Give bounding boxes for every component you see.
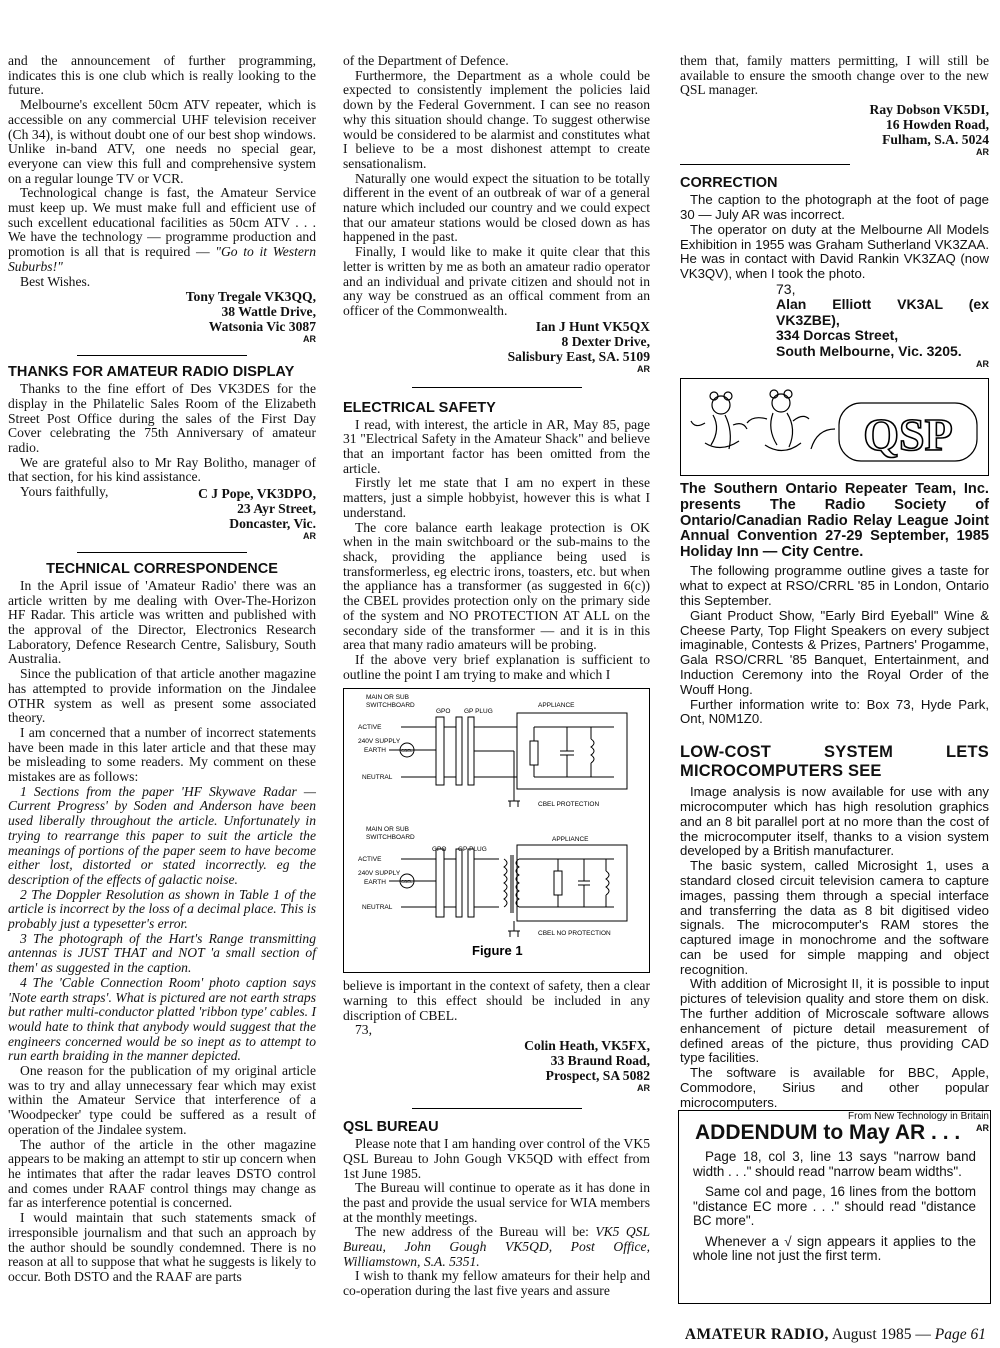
paragraph: Giant Product Show, "Early Bird Eyeball" Wine & Cheese Party, Top Flight Speakers on every subject imaginable, Contests & Prizes, Partners' Progamme, Gala RSO/CRRL '85 Banquet, Entertainment, and Induction Ceremony into the Royal Order of the Wouff Hong. xyxy=(680,607,989,697)
label-cbel: CBEL xyxy=(401,748,413,754)
divider xyxy=(77,552,247,553)
paragraph: of the Department of Defence. xyxy=(343,53,509,68)
ar-mark: AR xyxy=(303,530,316,541)
paragraph: The Bureau will continue to operate as it has done in the past and provide the usual service for WIA members at the monthly meetings. xyxy=(343,1180,650,1225)
paragraph: Since the publication of that article another magazine has attempted to provide information on the Jindalee OTHR system as well as present some associated theory. xyxy=(8,666,316,726)
label-gpo: GPO xyxy=(432,846,447,854)
ar-mark: AR xyxy=(637,363,650,374)
paragraph: In the April issue of 'Amateur Radio' there was an article written by me dealing with Over-The-Horizon HF Radar. This article was written and published with the approval of the Director, Electronics Research Laboratory, Defence Research Centre, Salisbury, South Australia. xyxy=(8,577,316,667)
label-cbel-protection: CBEL PROTECTION xyxy=(538,801,600,809)
paragraph: Same col and page, 16 lines from the bottom "distance EC more . . ." should read "distance BC more". xyxy=(693,1184,976,1228)
qsp-text xyxy=(680,564,989,727)
paragraph: The basic system, called Microsight 1, uses a standard closed circuit television camera to capture images, passing them through a special interface and transferring the data as 8 bit digitised video signals. The microcomputer's RAM stores the captured image in monochrome and the software can be used for simple mapping and object recognition. xyxy=(680,858,989,977)
paragraph: 1 Sections from the paper 'HF Skywave Radar — Current Progress' by Soden and Anderson have been used liberally throughout the article. Unfortunately in trying to rearrange this paper to suit the article the meanings of portions of the paper seem to have become either lost, distorted or stated incorrectly. eg the description of the effects of galactic noise. xyxy=(8,783,316,887)
label-neutral: NEUTRAL xyxy=(362,774,393,782)
column-2 xyxy=(343,54,650,1299)
paragraph: Furthermore, the Department as a whole could be expected to consistently implement the policies laid down by the Federal Government. I can see no reason why this situation should change. To suggest otherwise would be considered to be alarmist and constitutes what I believe to be a most dishonest attempt to create sensationalism. xyxy=(343,67,650,171)
paragraph: them that, family matters permitting, I will still be available to ensure the smooth change over to the new QSL manager. xyxy=(680,53,989,98)
paragraph: Technological change is fast, the Amateur Service must keep up. We must make full and efficient use of such excellent educational facilities as 50cm ATV . . . We have the technology — programme production and promotion is all that is required — "Go to it Western Suburbs!" xyxy=(8,185,316,274)
paragraph: Please note that I am handing over control of the VK5 QSL Bureau to John Gough VK5QD with effect from 1st June 1985. xyxy=(343,1136,650,1181)
label-supply: 240V SUPPLY xyxy=(358,870,401,878)
qsp-cartoon xyxy=(681,379,987,473)
paragraph: 73, xyxy=(355,1022,372,1038)
paragraph: Yours faithfully, xyxy=(20,484,109,500)
paragraph: I wish to thank my fellow amateurs for their help and co-operation during the last five years and assure xyxy=(343,1268,650,1299)
label-switchboard: SWITCHBOARD xyxy=(366,702,415,710)
divider xyxy=(77,355,247,356)
page-footer xyxy=(685,1326,986,1344)
heading-electrical-safety: ELECTRICAL SAFETY xyxy=(343,399,496,416)
signature: 73, Alan Elliott VK3AL (ex VK3ZBE), 334 Dorcas Street, South Melbourne, Vic. 3205. xyxy=(776,280,989,359)
heading-thanks: THANKS FOR AMATEUR RADIO DISPLAY xyxy=(8,364,295,381)
paragraph: I am concerned that a number of incorrect statements have been made in this later article and that these may be misleading to some readers. My comment on these mistakes are as follows: xyxy=(8,724,316,785)
paragraph: If the above very brief explanation is sufficient to outline the point I am trying to make and which I xyxy=(343,651,650,682)
paragraph: The operator on duty at the Melbourne All Models Exhibition in 1955 was Graham Sutherland VK3ZAA. He was in contact with David Rankin VK3ZAQ (now VK3QV), when I took the photo. xyxy=(680,221,989,282)
paragraph: I read, with interest, the article in AR, May 85, page 31 "Electrical Safety in the Amateur Shack" and believe that an important factor has been omitted from the article. xyxy=(343,416,650,476)
addendum-box xyxy=(678,1110,991,1304)
label-gp-plug: GP PLUG xyxy=(458,846,487,854)
label-neutral: NEUTRAL xyxy=(362,904,393,912)
heading-technical: TECHNICAL CORRESPONDENCE xyxy=(46,560,278,577)
paragraph: The software is available for BBC, Apple, Commodore, Sirius and other popular microcomputers. xyxy=(680,1065,989,1110)
magazine-name: AMATEUR RADIO, xyxy=(684,1326,829,1343)
paragraph: Firstly let me state that I am no expert in these matters, just a simple hobbyist, however this is what I understand. xyxy=(343,475,650,520)
paragraph: Page 18, col 3, line 13 says "narrow band width . . ." should read "narrow beam widths". xyxy=(693,1149,976,1179)
paragraph: Naturally one would expect the situation to be totally different in the event of an outbreak of war of a general nature which included our country and we could expect that our amateur stations would be closed down as has happened in the past. xyxy=(343,170,650,245)
paragraph: Whenever a √ sign appears it applies to the whole line not just the first term. xyxy=(693,1233,976,1263)
qsp-headline: The Southern Ontario Repeater Team, Inc. presents The Radio Society of Ontario/Canadian Radio Relay League Joint Annual Convention 27-29 September, 1985 Holiday Inn — City Centre. xyxy=(680,481,989,560)
ar-mark: AR xyxy=(976,1122,989,1133)
label-active: ACTIVE xyxy=(358,724,382,732)
label-cbel: CBEL xyxy=(401,879,413,885)
paragraph: The new address of the Bureau will be: VK5 QSL Bureau, John Gough VK5QD, Post Office, Williamstown, S.A. 5351. xyxy=(343,1224,651,1269)
qsp-logo: QSP xyxy=(863,409,953,461)
paragraph: 3 The photograph of the Hart's Range transmitting antennas is JUST THAT and NOT 'a small section of them' as suggested in the caption. xyxy=(8,930,316,976)
paragraph: Thanks to the fine effort of Des VK3DES for the display in the Philatelic Sales Room of the Elizabeth Street Post Office during the sales of the First Day Cover celebrating the 75th Anniversary of amateur radio. xyxy=(8,381,316,456)
ar-mark: AR xyxy=(637,1083,650,1094)
label-switchboard: SWITCHBOARD xyxy=(366,834,415,842)
paragraph: The caption to the photograph at the foot of page 30 — July AR was incorrect. xyxy=(680,192,989,222)
paragraph: believe is important in the context of safety, then a clear warning to this effect should be included in any discription of CBEL. xyxy=(343,978,650,1023)
ar-mark: AR xyxy=(303,334,316,345)
column-1 xyxy=(8,54,316,1285)
source-credit: From New Technology in Britain xyxy=(848,1110,989,1122)
label-appliance: APPLIANCE xyxy=(552,836,589,844)
paragraph: The author of the article in the other magazine appears to be making an attempt to stir up concern when he intimates that after the radar leaves DSTO control and comes under RAAF control things may change as far as interference potential is concerned. xyxy=(8,1136,316,1211)
label-switchboard: MAIN OR SUB xyxy=(366,826,409,834)
paragraph: We are grateful also to Mr Ray Bolitho, manager of that section, for his kind assistance. xyxy=(8,454,316,485)
paragraph: Best Wishes. xyxy=(20,273,91,289)
label-gpo: GPO xyxy=(436,708,451,716)
qsp-banner xyxy=(680,378,989,476)
paragraph: Finally, I would like to make it quite clear that this letter is written by me as both an amateur radio operator and an individual and private citizen and should not in any way be construed as an offical comment from an officer of the Commonwealth. xyxy=(343,244,650,318)
label-gp-plug: GP PLUG xyxy=(464,708,493,716)
label-cbel-no-protection: CBEL NO PROTECTION xyxy=(538,930,611,938)
figure-caption: Figure 1 xyxy=(472,943,523,959)
paragraph: and the announcement of further programming, indicates this is one club which is really looking to the future. xyxy=(8,53,316,98)
page-number: Page 61 xyxy=(934,1326,986,1343)
paragraph: I would maintain that such statements smack of irresponsible journalism and that such an approach by the author should be soundly condemned. There is no reason at all to suppose that what he suggests is likely to occur. Both DSTO and the RAAF are parts xyxy=(8,1210,316,1284)
label-earth: EARTH xyxy=(364,747,386,755)
signature: Ray Dobson VK5DI, 16 Howden Road, Fulham, S.A. 5024 xyxy=(869,102,989,148)
signature: C J Pope, VK3DPO, 23 Ayr Street, Doncaster, Vic. xyxy=(198,485,316,531)
figure-1-circuit xyxy=(343,688,650,973)
heading-qsl-bureau: QSL BUREAU xyxy=(343,1119,439,1136)
signature: Ian J Hunt VK5QX 8 Dexter Drive, Salisbury East, SA. 5109 xyxy=(507,318,650,364)
heading-low-cost: LOW-COST SYSTEM LETS MICROCOMPUTERS SEE xyxy=(680,743,989,781)
label-earth: EARTH xyxy=(364,879,386,887)
paragraph: With addition of Microsight II, it is possible to input pictures of television quality and store them on disk. The further addition of Microscale software allows enhancement of picture detail measurement of defined areas of the picture, thus providing CAD type facilities. xyxy=(680,976,989,1066)
heading-correction: CORRECTION xyxy=(680,175,778,192)
addendum-title: ADDENDUM to May AR . . . xyxy=(695,1121,961,1144)
label-supply: 240V SUPPLY xyxy=(358,738,401,746)
ar-mark: AR xyxy=(976,359,989,370)
low-cost-text xyxy=(680,785,989,1111)
paragraph: One reason for the publication of my original article was to try and allay unnecessary fear which may exist within the Amateur Service that interference of a 'Woodpecker' type could be suffered as a result of operation of the Jindalee system. xyxy=(8,1063,316,1137)
paragraph: 2 The Doppler Resolution as shown in Table 1 of the article is incorrect by the loss of a decimal place. This is probably just a typesetter's error. xyxy=(8,886,316,932)
paragraph: Melbourne's excellent 50cm ATV repeater, which is accessible on any commercial UHF television receiver (Ch 34), is without doubt one of our best shop windows. Unlike in-band ATV, one needs no special gear, everyone can view this full and comprehensive system on a regular lounge TV or VCR. xyxy=(8,97,316,186)
ar-mark: AR xyxy=(976,147,989,158)
circuit-diagram xyxy=(344,689,649,972)
label-appliance: APPLIANCE xyxy=(538,702,575,710)
label-active: ACTIVE xyxy=(358,856,382,864)
signature: Tony Tregale VK3QQ, 38 Wattle Drive, Watsonia Vic 3087 xyxy=(185,289,316,335)
paragraph: Image analysis is now available for use with any microcomputer which has high resolution graphics and an 8 bit parallel port at no more than the cost of the microcomputer itself, thanks to a vision system developed by a British manufacturer. xyxy=(680,784,989,859)
signature: Colin Heath, VK5FX, 33 Braund Road, Prospect, SA 5082 xyxy=(524,1038,650,1084)
paragraph: The following programme outline gives a taste for what to expect at RSO/CRRL '85 in London, Ontario this September. xyxy=(680,563,989,608)
paragraph: 4 The 'Cable Connection Room' photo caption says 'Note earth straps'. What is pictured are not earth straps but rather multi-conductor platted 'ribbon type' cables. I would hate to think that anybody would suggest that the engineers concerned would be so inept as to attempt to run earth braiding in the manner depicted. xyxy=(8,974,316,1064)
paragraph: Further information write to: Box 73, Hyde Park, Ont, N0M1Z0. xyxy=(680,696,989,727)
column-3 xyxy=(680,54,989,1134)
issue-date: August 1985 — xyxy=(831,1326,931,1343)
divider xyxy=(412,1108,582,1109)
correction-text xyxy=(680,193,989,282)
divider xyxy=(680,164,850,165)
paragraph: The core balance earth leakage protection is OK when in the main switchboard or the sub-mains to the shack, providing the appliance being used is transformerless, eg electric irons, toasters, etc. but when the appliance has a transformer (as suggested in 6(c)) the CBEL provides protection only on the primary side of the system and NO PROTECTION AT ALL on the secondary side of the transformer — and it is in this area that many radio amateurs will be probing. xyxy=(343,519,650,653)
divider xyxy=(412,387,582,388)
label-switchboard: MAIN OR SUB xyxy=(366,694,409,702)
